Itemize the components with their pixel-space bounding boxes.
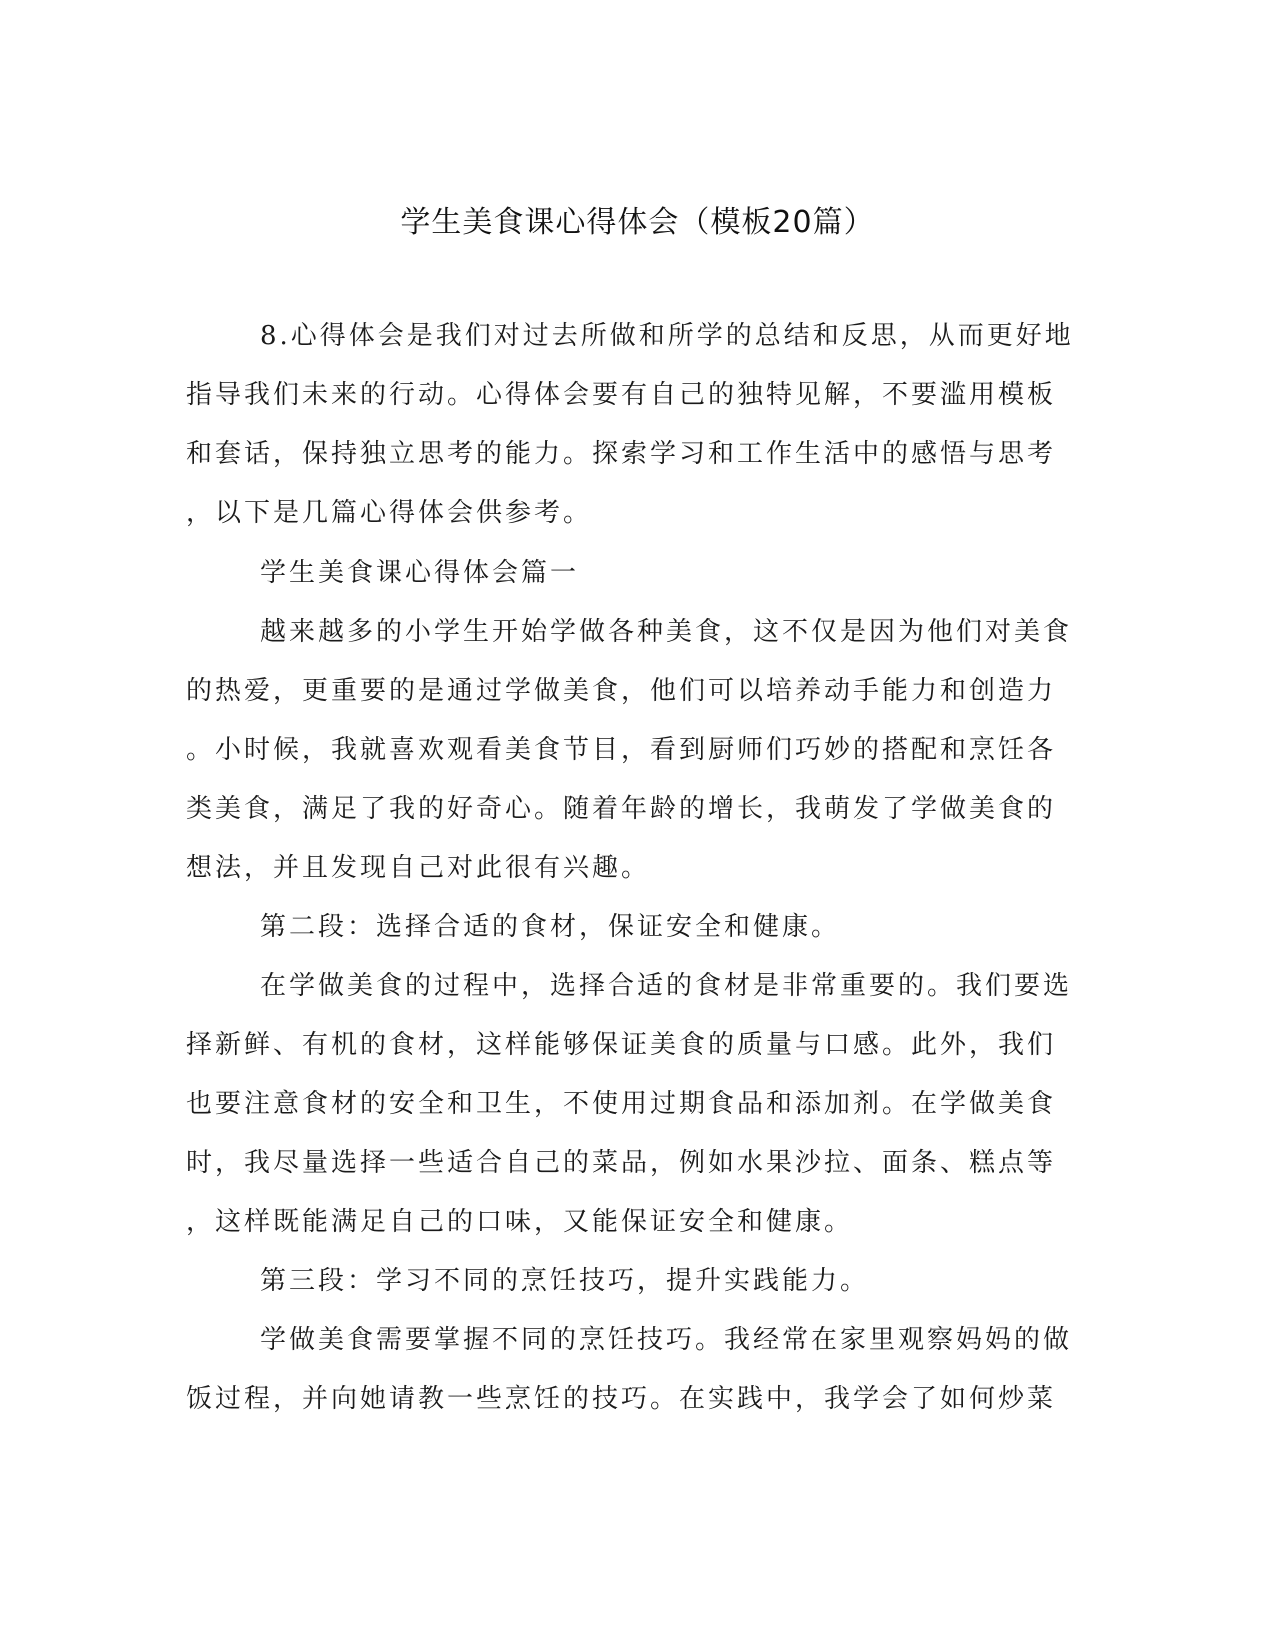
paragraph-line: ，以下是几篇心得体会供参考。: [186, 498, 593, 528]
paragraph-line: 择新鲜、有机的食材，这样能够保证美食的质量与口感。此外，我们: [186, 1030, 1057, 1060]
paragraph-line: 。小时候，我就喜欢观看美食节目，看到厨师们巧妙的搭配和烹饪各: [186, 735, 1057, 765]
section-heading: 第三段：学习不同的烹饪技巧，提升实践能力。: [260, 1266, 870, 1296]
paragraph-line: 想法，并且发现自己对此很有兴趣。: [186, 853, 651, 883]
paragraph-line: 学做美食需要掌握不同的烹饪技巧。我经常在家里观察妈妈的做: [260, 1325, 1073, 1355]
section-heading: 第二段：选择合适的食材，保证安全和健康。: [260, 912, 841, 942]
paragraph-line: 也要注意食材的安全和卫生，不使用过期食品和添加剂。在学做美食: [186, 1089, 1057, 1119]
paragraph-line: 和套话，保持独立思考的能力。探索学习和工作生活中的感悟与思考: [186, 439, 1057, 469]
paragraph-line: ，这样既能满足自己的口味，又能保证安全和健康。: [186, 1207, 854, 1237]
paragraph-line: 指导我们未来的行动。心得体会要有自己的独特见解，不要滥用模板: [186, 380, 1057, 410]
paragraph-line: 越来越多的小学生开始学做各种美食，这不仅是因为他们对美食: [260, 617, 1073, 647]
section-heading: 学生美食课心得体会篇一: [260, 558, 580, 588]
document-title: 学生美食课心得体会（模板20篇）: [400, 205, 875, 240]
paragraph-line: 饭过程，并向她请教一些烹饪的技巧。在实践中，我学会了如何炒菜: [186, 1384, 1057, 1414]
paragraph-line: 类美食，满足了我的好奇心。随着年龄的增长，我萌发了学做美食的: [186, 794, 1057, 824]
paragraph-line: 8.心得体会是我们对过去所做和所学的总结和反思，从而更好地: [260, 321, 1074, 351]
paragraph-line: 的热爱，更重要的是通过学做美食，他们可以培养动手能力和创造力: [186, 676, 1057, 706]
paragraph-line: 在学做美食的过程中，选择合适的食材是非常重要的。我们要选: [260, 971, 1073, 1001]
paragraph-line: 时，我尽量选择一些适合自己的菜品，例如水果沙拉、面条、糕点等: [186, 1148, 1057, 1178]
